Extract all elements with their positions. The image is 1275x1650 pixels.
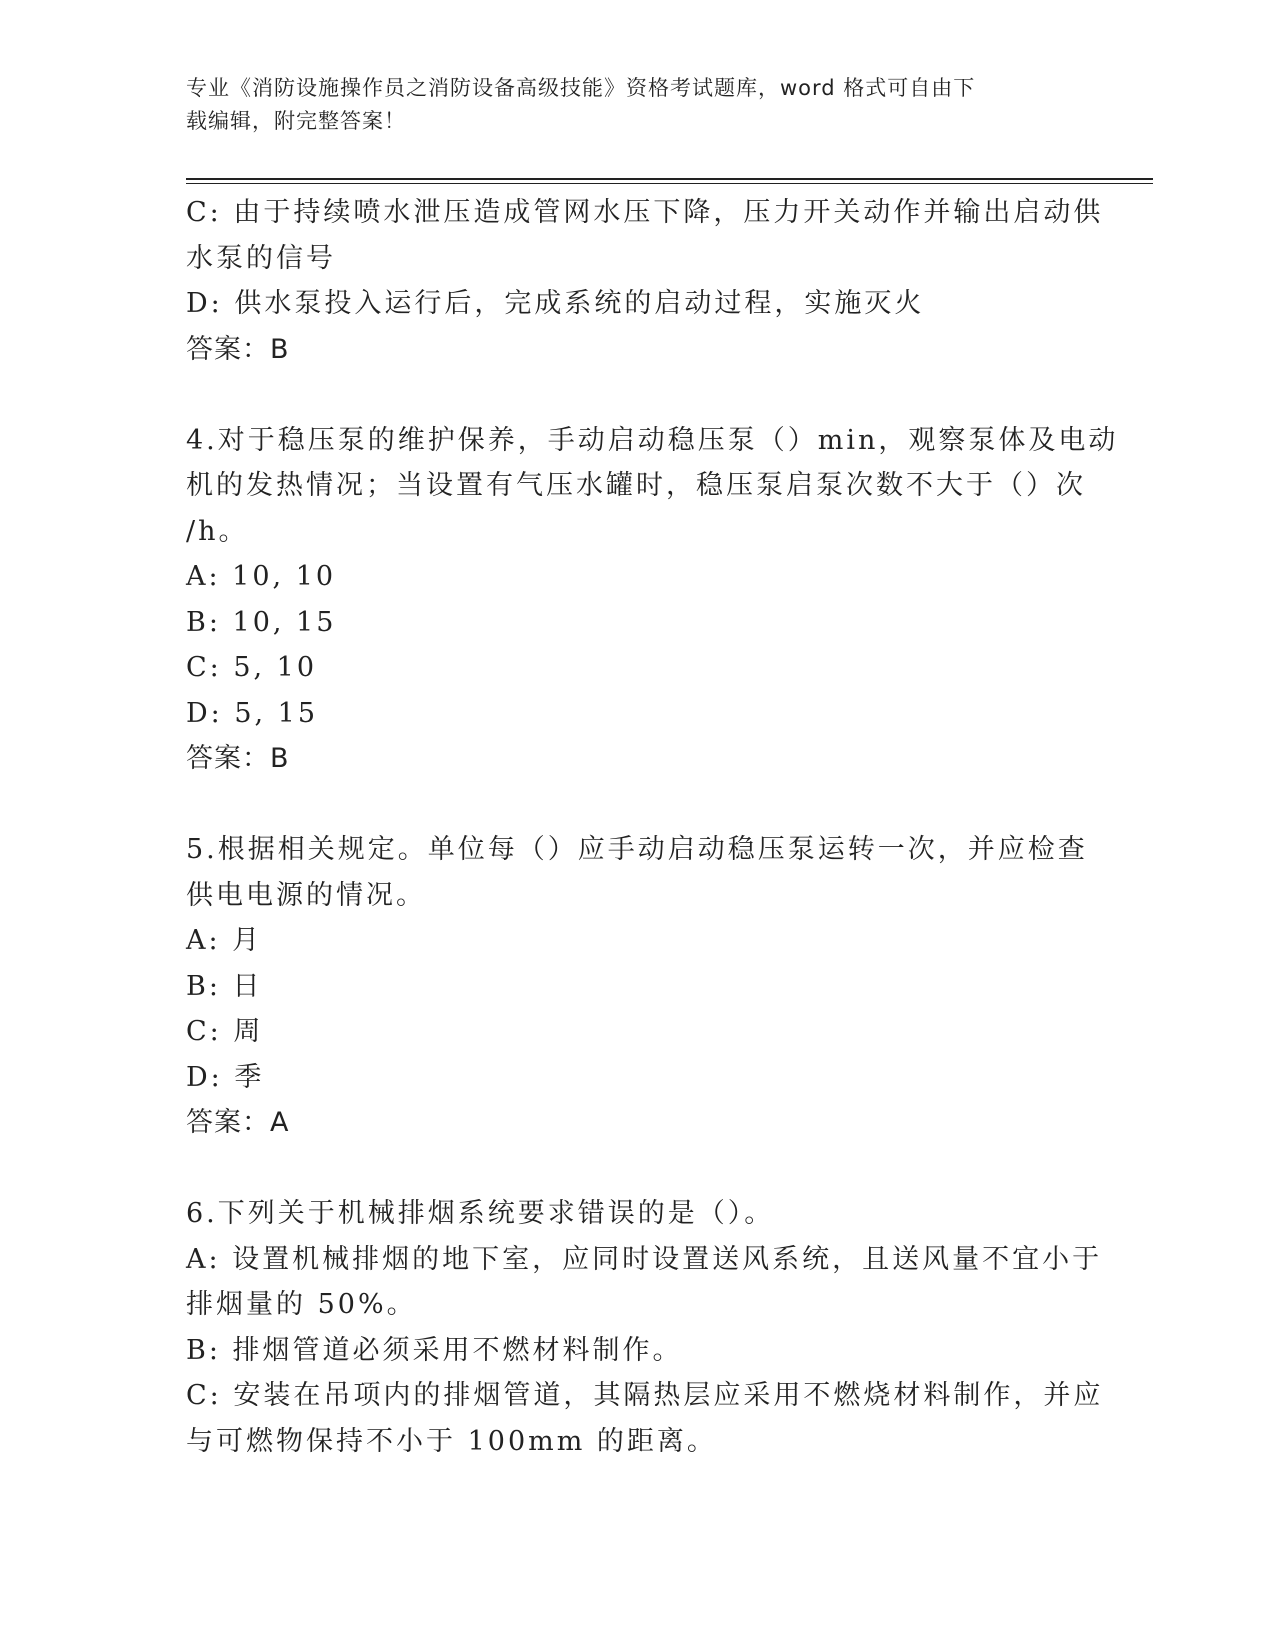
q3-option-d: D: 供水泵投入运行后，完成系统的启动过程，实施灭火	[186, 288, 925, 319]
q4-option-a: A: 10, 10	[186, 561, 337, 592]
q4-answer: 答案：B	[186, 743, 290, 774]
header-line-1: 专业《消防设施操作员之消防设备高级技能》资格考试题库，word 格式可自由下	[186, 76, 976, 100]
q3-option-c-line-2: 水泵的信号	[186, 242, 336, 274]
document-header	[186, 72, 1066, 138]
q5-option-c: C: 周	[186, 1016, 264, 1047]
question-5-block	[186, 827, 1088, 1146]
q5-stem-line-2: 供电电源的情况。	[186, 879, 426, 911]
q4-option-c: C: 5, 10	[186, 652, 318, 683]
q6-option-c-line-2: 与可燃物保持不小于 100mm 的距离。	[186, 1425, 717, 1457]
q5-stem-line-1: 5.根据相关规定。单位每（）应手动启动稳压泵运转一次，并应检查	[186, 834, 1088, 865]
spacer	[186, 372, 1066, 418]
spacer	[186, 782, 1066, 828]
spacer	[186, 1146, 1066, 1192]
question-6-block	[186, 1191, 1104, 1464]
header-divider-thick	[186, 178, 1153, 180]
q6-option-b: B: 排烟管道必须采用不燃材料制作。	[186, 1334, 683, 1366]
question-3-block	[186, 190, 1104, 372]
q3-option-c-line-1: C: 由于持续喷水泄压造成管网水压下降，压力开关动作并输出启动供	[186, 197, 1104, 228]
q6-option-c-line-1: C: 安装在吊项内的排烟管道，其隔热层应采用不燃烧材料制作，并应	[186, 1380, 1104, 1411]
q4-stem-line-2: 机的发热情况；当设置有气压水罐时，稳压泵启泵次数不大于（）次	[186, 470, 1086, 501]
q6-option-a-line-2: 排烟量的 50%。	[186, 1289, 417, 1320]
q5-option-b: B: 日	[186, 970, 263, 1002]
q4-stem-line-3: /h。	[186, 515, 249, 547]
q5-answer: 答案：A	[186, 1107, 290, 1138]
q5-option-a: A: 月	[186, 925, 263, 956]
q6-stem-line-1: 6.下列关于机械排烟系统要求错误的是（）。	[186, 1198, 775, 1229]
header-line-2: 载编辑，附完整答案！	[186, 109, 406, 133]
question-4-block	[186, 418, 1119, 782]
q4-option-d: D: 5, 15	[186, 697, 319, 729]
q6-option-a-line-1: A: 设置机械排烟的地下室，应同时设置送风系统，且送风量不宜小于	[186, 1243, 1103, 1275]
q5-option-d: D: 季	[186, 1061, 265, 1093]
header-divider-thin	[186, 183, 1153, 184]
q4-option-b: B: 10, 15	[186, 606, 337, 638]
q3-answer: 答案：B	[186, 333, 290, 365]
q4-stem-line-1: 4.对于稳压泵的维护保养，手动启动稳压泵（）min，观察泵体及电动	[186, 424, 1119, 456]
question-content	[186, 190, 1119, 1464]
